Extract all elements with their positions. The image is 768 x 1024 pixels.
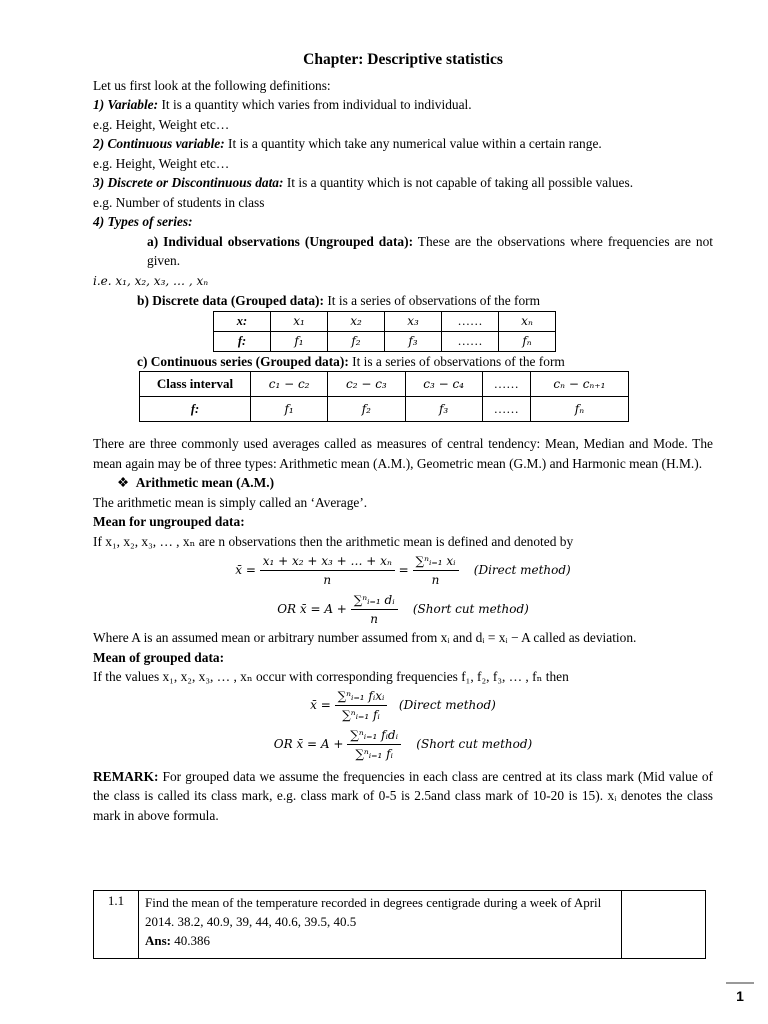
definition-variable	[93, 95, 713, 115]
table-cell: cₙ − cₙ₊₁	[530, 372, 628, 397]
table-cell: ……	[482, 372, 530, 397]
series-c	[93, 352, 713, 372]
example-table	[93, 890, 706, 959]
series-a-label: a) Individual observations (Ungrouped data):	[147, 233, 414, 249]
continuous-text: It is a quantity which take any numerical value within a certain range.	[224, 136, 602, 151]
table-row	[214, 311, 556, 331]
table-cell: f₃	[385, 331, 442, 351]
example-question: Find the mean of the temperature recorded in degrees centigrade during a week of April 2014. 38.2, 40.9, 39, 44, 40.6, 39.5, 40.5	[145, 895, 602, 929]
ungrouped-heading: Mean for ungrouped data:	[93, 514, 245, 529]
series-a-text: These are the observations where frequencies are not given.	[147, 233, 713, 268]
table-cell: ……	[442, 311, 499, 331]
table-cell: x₁	[271, 311, 328, 331]
where-text: Where A is an assumed mean or arbitrary number assumed from xᵢ and dᵢ = xᵢ − A called as deviation.	[93, 630, 637, 645]
series-b-text: It is a series of observations of the form	[323, 293, 541, 308]
series-c-label: c) Continuous series (Grouped data):	[137, 353, 349, 369]
table-cell: xₙ	[499, 311, 556, 331]
am-text: The arithmetic mean is simply called an ‘Average’.	[93, 494, 368, 510]
table-cell: ……	[442, 331, 499, 351]
example-answer: Ans: 40.386	[145, 933, 211, 948]
table-cell: f₁	[251, 397, 328, 422]
page-number: 1	[726, 982, 754, 1004]
continuous-series-table	[139, 371, 629, 422]
central-tendency-text: There are three commonly used averages called as measures of central tendency: Mean, Median and Mode. The mean again may be of three types: Arithmetic mean (A.M.), Geometric mean (G.M.) and Harmonic mean (H.M.).	[93, 436, 713, 471]
table-cell: f₁	[271, 331, 328, 351]
remark-paragraph	[93, 767, 713, 826]
example-number: 1.1	[94, 891, 139, 959]
table-row	[140, 372, 629, 397]
table-cell: fₙ	[530, 397, 628, 422]
table-cell: fₙ	[499, 331, 556, 351]
page-title: Chapter: Descriptive statistics	[303, 51, 503, 68]
diamond-bullet-icon: ❖	[117, 475, 130, 490]
grouped-heading: Mean of grouped data:	[93, 649, 225, 665]
variable-label: 1) Variable:	[93, 97, 159, 112]
table-cell: c₃ − c₄	[405, 372, 482, 397]
formula-direct-grouped: x̄ = $\frac{\text{∑ⁿᵢ₌₁ fᵢxᵢ}}{\text{∑ⁿᵢ₌₁ fᵢ}}$ (Direct method)	[310, 688, 496, 722]
variable-text: It is a quantity which varies from individual to individual.	[158, 97, 472, 112]
table-cell: f:	[140, 397, 251, 422]
formula-direct-ungrouped: x̄ = $\frac{\text{x₁ + x₂ + x₃ + … + xₙ}}{n}$ = $\frac{\text{∑ⁿᵢ₌₁ xᵢ}}{n}$ (Direct method)	[235, 554, 571, 587]
table-cell: x₂	[328, 311, 385, 331]
table-cell: ……	[482, 397, 530, 422]
table-cell: f:	[214, 331, 271, 351]
table-row	[140, 397, 629, 422]
table-cell: c₁ − c₂	[251, 372, 328, 397]
formula-shortcut-grouped: OR x̄ = A + $\frac{\text{∑ⁿᵢ₌₁ fᵢdᵢ}}{\text{∑ⁿᵢ₌₁ fᵢ}}$ (Short cut method)	[273, 727, 533, 761]
formula-shortcut-ungrouped: OR x̄ = A + $\frac{\text{∑ⁿᵢ₌₁ dᵢ}}{n}$ (Short cut method)	[277, 593, 529, 626]
example-empty-cell	[622, 891, 706, 959]
table-cell: x₃	[385, 311, 442, 331]
discrete-label: 3) Discrete or Discontinuous data:	[93, 175, 284, 190]
table-cell: f₃	[405, 397, 482, 422]
grouped-text: If the values x₁, x₂, x₃, … , xₙ occur with corresponding frequencies f₁, f₂, f₃, … , fₙ then	[93, 669, 569, 684]
remark-text: For grouped data we assume the frequencies in each class are centred at its class mark (Mid value of the class is called its class mark, e.g. class mark of 0-5 is 2.5and class mark of 10-20 is 15). xᵢ denotes the class mark in above formula.	[93, 768, 713, 823]
table-cell: c₂ − c₃	[328, 372, 405, 397]
table-cell: f₂	[328, 331, 385, 351]
intro-text: Let us first look at the following definitions:	[93, 77, 331, 93]
table-cell: f₂	[328, 397, 405, 422]
definition-continuous	[93, 134, 713, 154]
series-a-ie: i.e. x₁, x₂, x₃, … , xₙ	[93, 273, 209, 288]
series-a	[93, 232, 713, 271]
definition-discrete	[93, 173, 713, 193]
table-cell: Class interval	[140, 372, 251, 397]
discrete-text: It is a quantity which is not capable of taking all possible values.	[283, 175, 634, 190]
series-b	[93, 291, 713, 311]
example-line-3: e.g. Number of students in class	[93, 194, 265, 210]
series-b-label: b) Discrete data (Grouped data):	[137, 293, 324, 308]
ungrouped-text: If x₁, x₂, x₃, … , xₙ are n observations then the arithmetic mean is defined and denoted by	[93, 533, 574, 549]
discrete-series-table	[213, 311, 556, 352]
table-cell: x:	[214, 311, 271, 331]
table-row	[94, 891, 706, 959]
table-row	[214, 331, 556, 351]
am-heading: ❖ Arithmetic mean (A.M.)	[117, 475, 275, 490]
series-heading: 4) Types of series:	[93, 214, 193, 229]
remark-label: REMARK:	[93, 768, 159, 784]
continuous-label: 2) Continuous variable:	[93, 136, 225, 151]
example-question-cell	[139, 891, 622, 959]
example-line-1: e.g. Height, Weight etc…	[93, 116, 230, 132]
document-body	[93, 50, 713, 825]
example-line-2: e.g. Height, Weight etc…	[93, 155, 230, 171]
series-c-text: It is a series of observations of the form	[348, 353, 565, 369]
